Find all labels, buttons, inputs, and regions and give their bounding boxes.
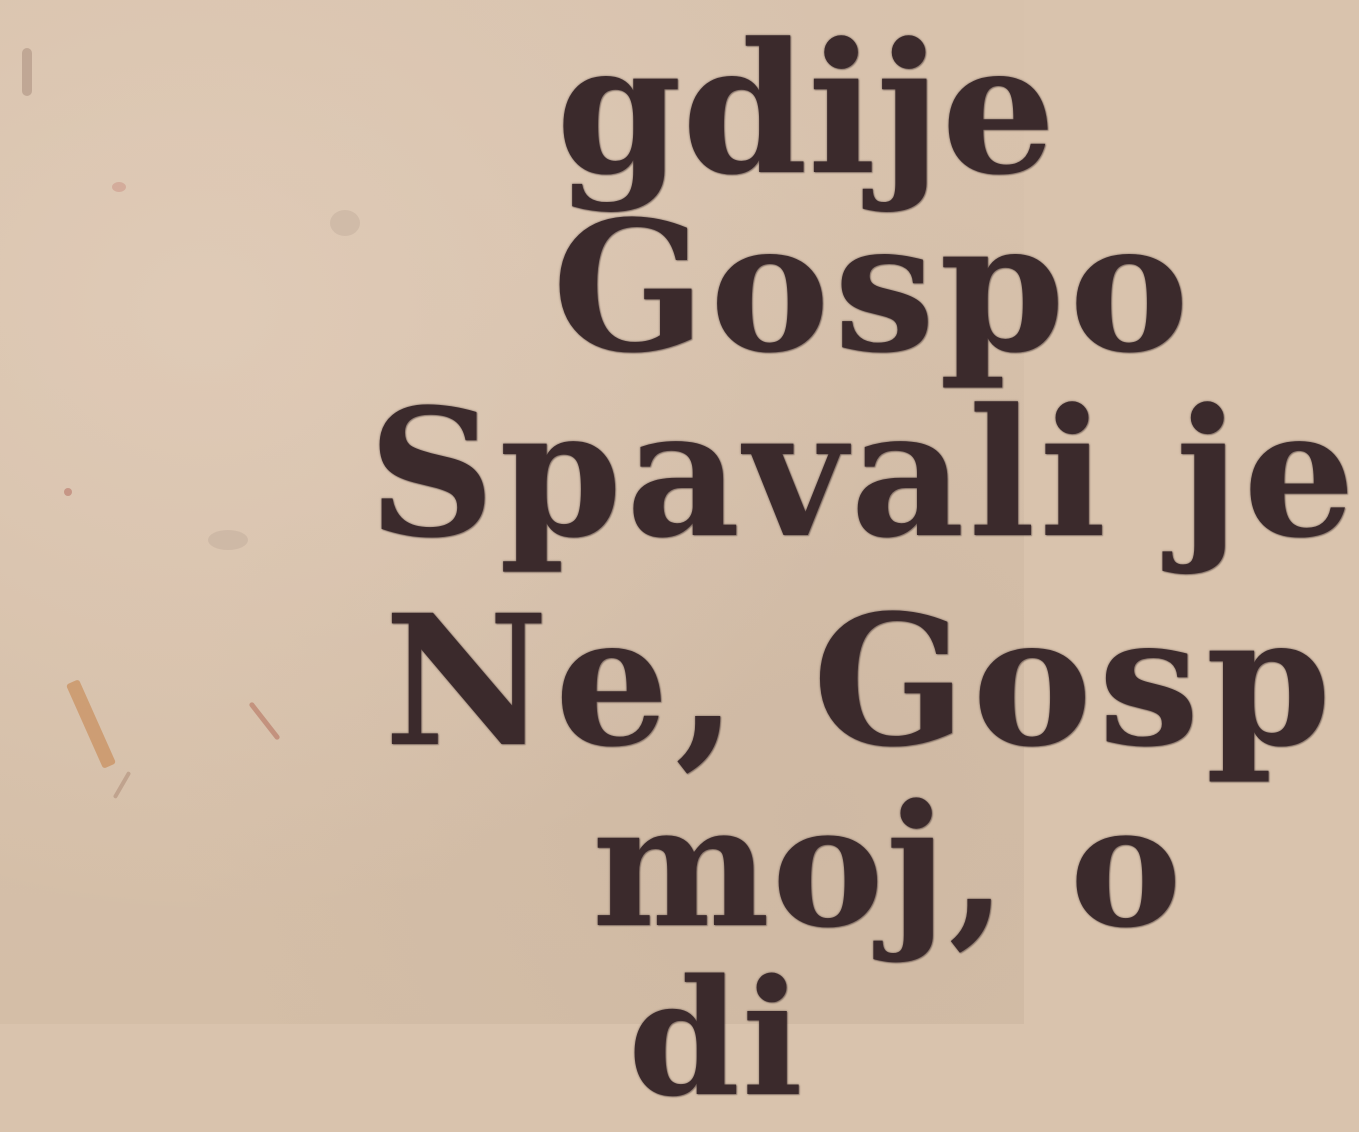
paper-speck [64,488,72,496]
paper-speck [208,530,248,550]
text-line-3: Spavali je [368,370,1359,577]
text-line-1: gdije [556,4,1056,215]
paper-fiber [248,701,280,740]
paper-fiber [66,679,116,769]
text-line-4: Ne, Gosp [384,576,1338,787]
text-line-5: moj, o [592,767,1184,965]
paper-speck [22,48,32,96]
paper-speck [330,210,360,236]
paper-fiber [113,771,131,799]
paper-speck [112,182,126,192]
text-line-6: di [628,944,805,1132]
text-line-2: Gospo [552,182,1194,393]
